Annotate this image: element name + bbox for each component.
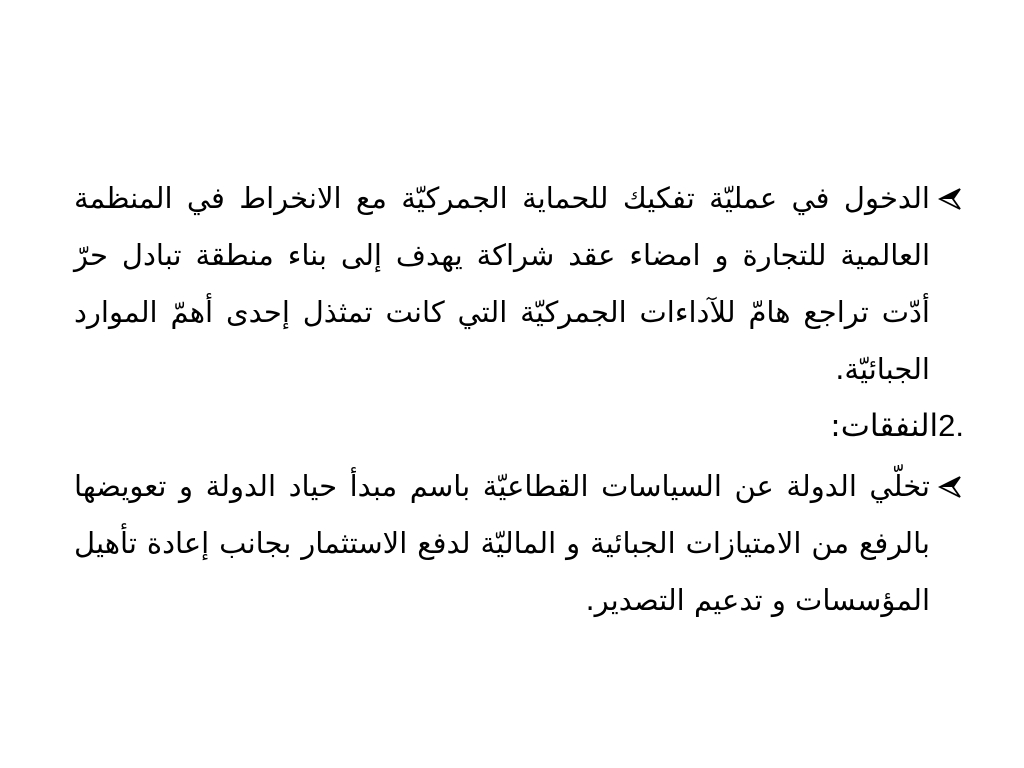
heading-number: 2. bbox=[938, 408, 964, 443]
slide-content bbox=[74, 170, 964, 629]
arrow-bullet-icon bbox=[938, 475, 962, 499]
bullet-item bbox=[74, 458, 964, 629]
bullet-text: تخلّي الدولة عن السياسات القطاعيّة باسم مبدأ حياد الدولة و تعويضها بالرفع من الامتيازات الجبائية و الماليّة لدفع الاستثمار بجانب إعادة تأهيل المؤسسات و تدعيم التصدير. bbox=[74, 469, 930, 617]
arrow-bullet-icon bbox=[938, 187, 962, 211]
bullet-text: الدخول في عمليّة تفكيك للحماية الجمركيّة مع الانخراط في المنظمة العالمية للتجارة و امضاء عقد شراكة يهدف إلى بناء منطقة تبادل حرّ أدّت تراجع هامّ للآداءات الجمركيّة التي كانت تمثذل إحدى أهمّ الموارد الجبائيّة. bbox=[74, 181, 930, 386]
bullet-item bbox=[74, 170, 964, 398]
section-heading bbox=[74, 400, 964, 452]
heading-text: النفقات: bbox=[830, 408, 939, 444]
